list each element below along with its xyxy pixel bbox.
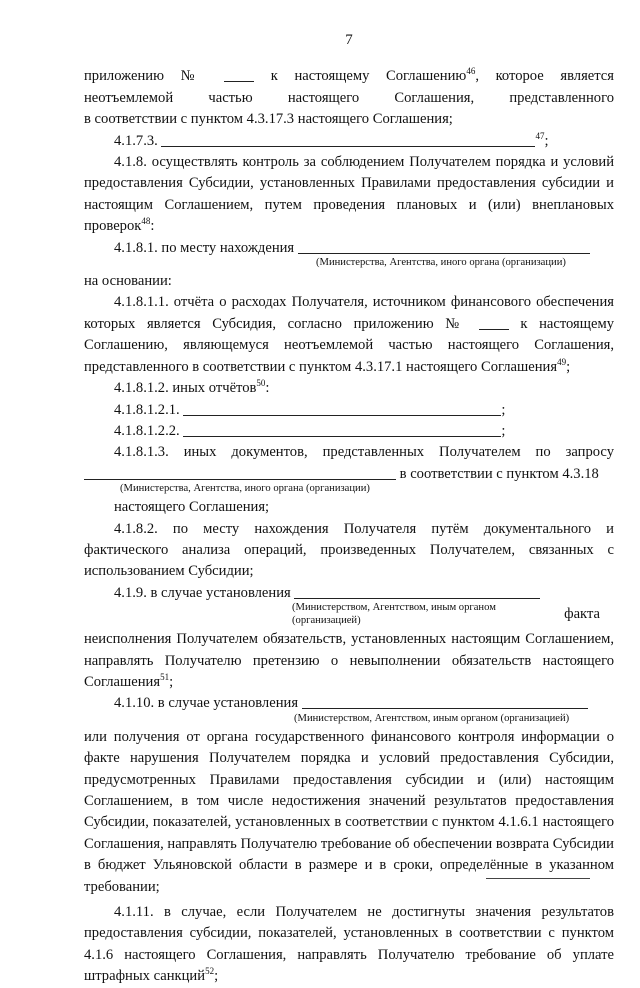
footnote-ref: 50 [256, 378, 266, 389]
report-blank [183, 401, 501, 416]
clause-4-1-8-1-2: 4.1.8.1.2. иных отчётов$^{50}$: [114, 378, 270, 397]
clause-4-1-8-1-basis: на основании: [84, 273, 172, 290]
report-blank [183, 422, 501, 437]
clause-4-1-10-text: или получения от органа государственного финансового контроля информации о факте нарушения Получателем порядка и условий предоставления Субсидии, предусмотренных Правилами предоставления субсидии и (или) настоящим Соглашением, в том числе недостижения значений результатов предоставления Субсидии, показателей, установленных в соответствии с пунктом 4.1.6.1 настоящего Соглашения, направлять Получателю требование об обеспечении возврата Субсидии в бюджет Ульяновской области в размере и в сроки, определённые в указанном требовании; [84, 728, 614, 895]
footnote-ref: 46 [466, 66, 476, 77]
clause-4-1-8-1-3-line3: настоящего Соглашения; [114, 499, 270, 516]
paragraph-appendix [84, 66, 614, 130]
footnote-separator [486, 878, 590, 879]
organ-blank [84, 465, 396, 480]
clause-4-1-9-text: неисполнения Получателем обязательств, установленных настоящим Соглашением, направлять Получателю претензию о невыполнении обязательств настоящего Соглашения$^{51}$; [84, 631, 614, 690]
blank-caption: (Министерства, Агентства, иного органа (организации) [316, 257, 566, 269]
organ-blank [302, 694, 588, 709]
document-page [84, 30, 614, 988]
footnote-ref: 51 [160, 671, 170, 682]
clause-blank [161, 132, 535, 147]
clause-4-1-8-1-2-2: 4.1.8.1.2.2. ; [114, 422, 506, 439]
footnote-ref: 47 [535, 130, 545, 141]
clause-4-1-11: 4.1.11. в случае, если Получателем не достигнуты значения результатов предоставления субсидии, показателей, установленных в соответствии с пунктом 4.1.6 настоящего Соглашения, направлять Получателю требование об уплате штрафных санкций$^{52}$; [84, 904, 614, 985]
clause-4-1-9: 4.1.9. в случае установления факта [114, 584, 600, 623]
footnote-ref: 49 [557, 356, 567, 367]
clause-4-1-7-3: 4.1.7.3. $^{47}$; [114, 130, 549, 149]
organ-blank [298, 239, 590, 254]
footnote-ref: 48 [141, 216, 151, 227]
clause-4-1-8-1-3-line2: в соответствии с пунктом 4.3.18 [84, 464, 614, 485]
page-number: 7 [345, 32, 353, 48]
footnote-ref: 52 [205, 966, 215, 977]
clause-4-1-8-2: 4.1.8.2. по месту нахождения Получателя путём документального и фактического анализа операций, произведенных Получателем, связанных с использованием Субсидии; [84, 520, 614, 580]
blank-caption: (Министерством, Агентством, иным органом (организацией) [294, 712, 570, 724]
p1-line2: неотъемлемой частью настоящего Соглашения, представленного [84, 89, 614, 106]
clause-4-1-8-1-1: 4.1.8.1.1. отчёта о расходах Получателя, источником финансового обеспечения которых является Субсидия, согласно приложению № к настоящему Соглашению, являющемуся неотъемлемой частью настоящего Соглашения, представленного в соответствии с пунктом 4.3.17.1 настоящего Соглашения$^{49}$; [84, 294, 614, 375]
appendix-number-blank [479, 315, 509, 330]
p1-line3: в соответствии с пунктом 4.3.17.3 настоящего Соглашения; [84, 111, 453, 128]
clause-4-1-10: 4.1.10. в случае установления [84, 693, 614, 714]
clause-4-1-8-1: 4.1.8.1. по месту нахождения [84, 238, 614, 259]
appendix-number-blank [224, 67, 254, 82]
clause-4-1-8: 4.1.8. осуществлять контроль за соблюдением Получателем порядка и условий предоставления Субсидии, установленных Правилами предоставления субсидии и настоящим Соглашением, путем проведения плановых и (или) внеплановых проверок$^{48}$: [84, 154, 614, 235]
clause-4-1-8-1-2-1: 4.1.8.1.2.1. ; [114, 401, 506, 418]
p1-line1: приложению № к настоящему Соглашению$^{46}$, которое является [84, 66, 615, 85]
blank-caption: (Министерством, Агентством, иным органом (организацией) [292, 602, 496, 627]
clause-4-1-8-1-3: 4.1.8.1.3. иных документов, представленных Получателем по запросу [114, 444, 614, 461]
blank-caption: (Министерства, Агентства, иного органа (организации) [120, 483, 370, 495]
organ-blank [294, 584, 540, 599]
